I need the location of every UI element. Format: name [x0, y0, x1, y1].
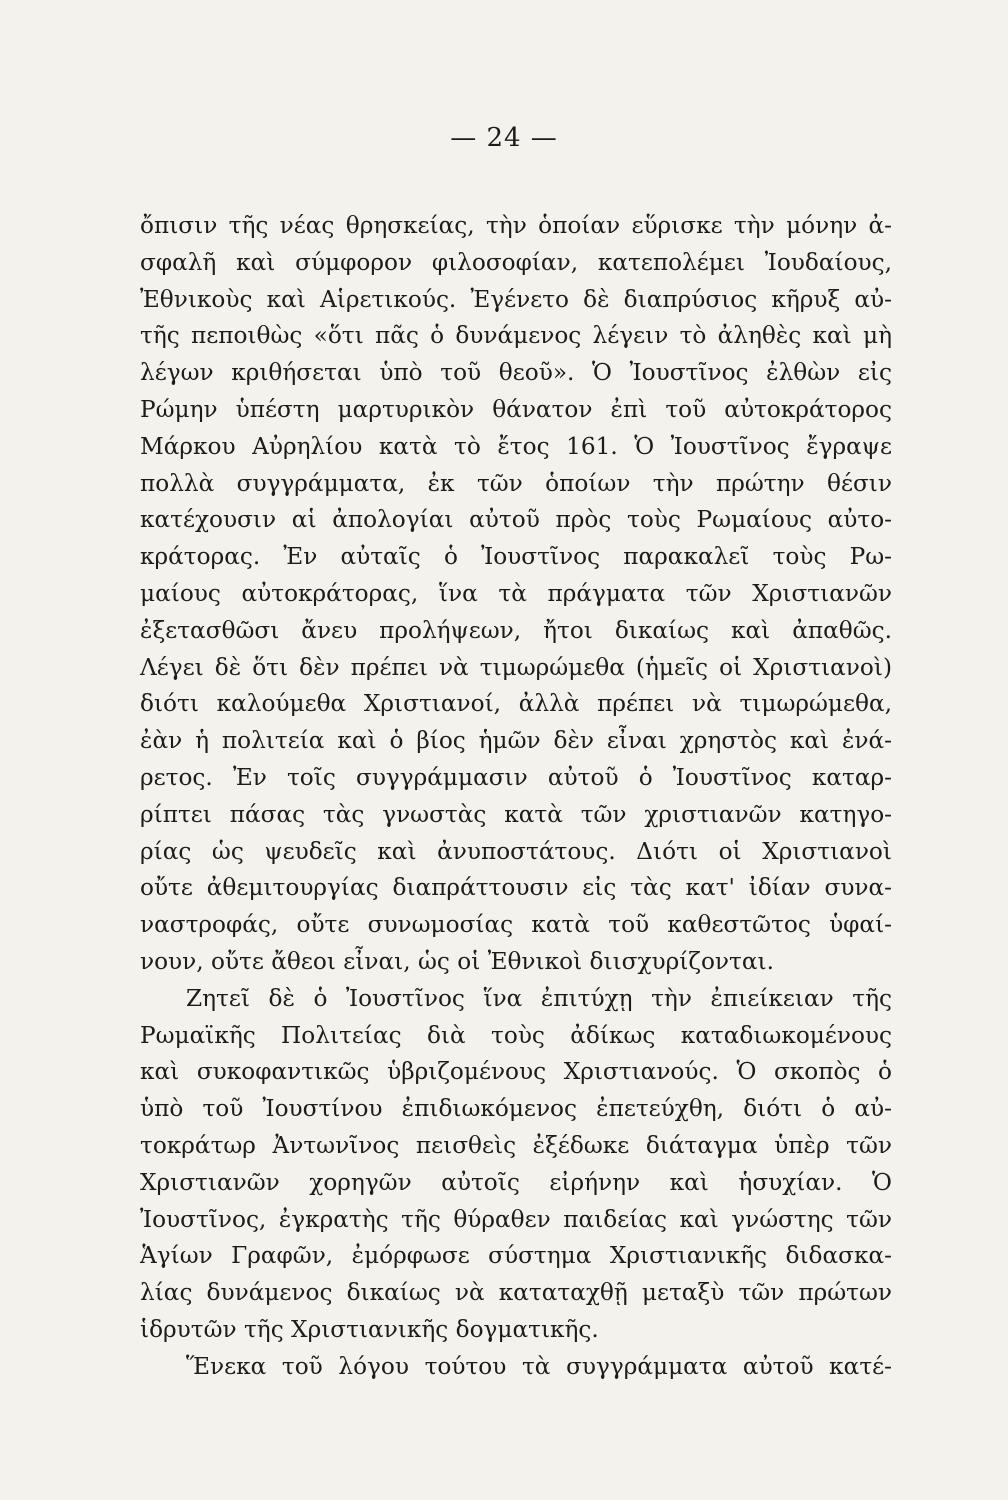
text-line: σφαλῆ καὶ σύμφορον φιλοσοφίαν, κατεπολέμει Ἰουδαίους,	[140, 248, 892, 276]
text-line: Ζητεῖ δὲ ὁ Ἰουστῖνος ἵνα ἐπιτύχῃ τὴν ἐπιείκειαν τῆς	[186, 984, 892, 1012]
text-line: Ἐθνικοὺς καὶ Αἱρετικούς. Ἐγένετο δὲ διαπρύσιος κῆρυξ αὐ-	[140, 285, 892, 313]
text-line: ἱδρυτῶν τῆς Χριστιανικῆς δογματικῆς.	[140, 1315, 599, 1343]
text-line: λέγων κριθήσεται ὑπὸ τοῦ θεοῦ». Ὁ Ἰουστῖνος ἐλθὼν εἰς	[140, 359, 892, 387]
text-line: τῆς πεποιθὼς «ὅτι πᾶς ὁ δυνάμενος λέγειν τὸ ἀληθὲς καὶ μὴ	[140, 322, 892, 350]
body-text	[140, 208, 892, 1386]
text-line: Ρωμαϊκῆς Πολιτείας διὰ τοὺς ἀδίκως καταδιωκομένους	[140, 1021, 892, 1049]
text-line: ναστροφάς, οὔτε συνωμοσίας κατὰ τοῦ καθεστῶτος ὑφαί-	[140, 911, 892, 939]
text-line: νουν, οὔτε ἄθεοι εἶναι, ὡς οἱ Ἐθνικοὶ διισχυρίζονται.	[140, 947, 774, 975]
text-line: ἐξετασθῶσι ἄνευ προλήψεων, ἤτοι δικαίως καὶ ἀπαθῶς.	[140, 616, 892, 644]
text-line: Χριστιανῶν χορηγῶν αὐτοῖς εἰρήνην καὶ ἡσυχίαν. Ὁ	[140, 1168, 892, 1196]
text-line: διότι καλούμεθα Χριστιανοί, ἀλλὰ πρέπει νὰ τιμωρώμεθα,	[140, 690, 892, 718]
text-line: λίας δυνάμενος δικαίως νὰ καταταχθῇ μεταξὺ τῶν πρώτων	[140, 1279, 892, 1307]
text-line: Λέγει δὲ ὅτι δὲν πρέπει νὰ τιμωρώμεθα (ἡμεῖς οἱ Χριστιανοὶ)	[140, 653, 892, 681]
text-line: ρετος. Ἐν τοῖς συγγράμμασιν αὐτοῦ ὁ Ἰουστῖνος καταρ-	[140, 763, 892, 791]
text-line: ρίπτει πάσας τὰς γνωστὰς κατὰ τῶν χριστιανῶν κατηγο-	[140, 800, 892, 828]
text-line: ἐὰν ἡ πολιτεία καὶ ὁ βίος ἡμῶν δὲν εἶναι χρηστὸς καὶ ἐνά-	[140, 727, 892, 755]
text-line: ὄπισιν τῆς νέας θρησκείας, τὴν ὁποίαν εὕρισκε τὴν μόνην ἀ-	[140, 212, 892, 239]
text-line: Μάρκου Αὐρηλίου κατὰ τὸ ἔτος 161. Ὁ Ἰουστῖνος ἔγραψε	[140, 432, 892, 460]
text-line: Ἁγίων Γραφῶν, ἐμόρφωσε σύστημα Χριστιανικῆς διδασκα-	[140, 1242, 892, 1270]
text-line: Ρώμην ὑπέστη μαρτυρικὸν θάνατον ἐπὶ τοῦ αὐτοκράτορος	[140, 395, 892, 423]
text-line: οὔτε ἀθεμιτουργίας διαπράττουσιν εἰς τὰς κατ' ἰδίαν συνα-	[140, 874, 892, 902]
text-line: καὶ συκοφαντικῶς ὑβριζομένους Χριστιανούς. Ὁ σκοπὸς ὁ	[140, 1058, 892, 1086]
text-line: μαίους αὐτοκράτορας, ἵνα τὰ πράγματα τῶν Χριστιανῶν	[140, 579, 892, 607]
text-line: κράτορας. Ἐν αὐταῖς ὁ Ἰουστῖνος παρακαλεῖ τοὺς Ρω-	[140, 543, 892, 571]
text-line: κατέχουσιν αἱ ἀπολογίαι αὐτοῦ πρὸς τοὺς Ρωμαίους αὐτο-	[140, 506, 892, 534]
text-line: Ἕνεκα τοῦ λόγου τούτου τὰ συγγράμματα αὐτοῦ κατέ-	[186, 1352, 892, 1380]
text-line: τοκράτωρ Ἀντωνῖνος πεισθεὶς ἐξέδωκε διάταγμα ὑπὲρ τῶν	[140, 1131, 892, 1159]
text-line: ὑπὸ τοῦ Ἰουστίνου ἐπιδιωκόμενος ἐπετεύχθη, διότι ὁ αὐ-	[140, 1095, 892, 1123]
text-line: πολλὰ συγγράμματα, ἐκ τῶν ὁποίων τὴν πρώτην θέσιν	[140, 469, 892, 497]
text-line: Ἰουστῖνος, ἐγκρατὴς τῆς θύραθεν παιδείας καὶ γνώστης τῶν	[140, 1205, 892, 1233]
text-line: ρίας ὡς ψευδεῖς καὶ ἀνυποστάτους. Διότι οἱ Χριστιανοὶ	[140, 837, 892, 865]
page-number: — 24 —	[450, 123, 558, 153]
